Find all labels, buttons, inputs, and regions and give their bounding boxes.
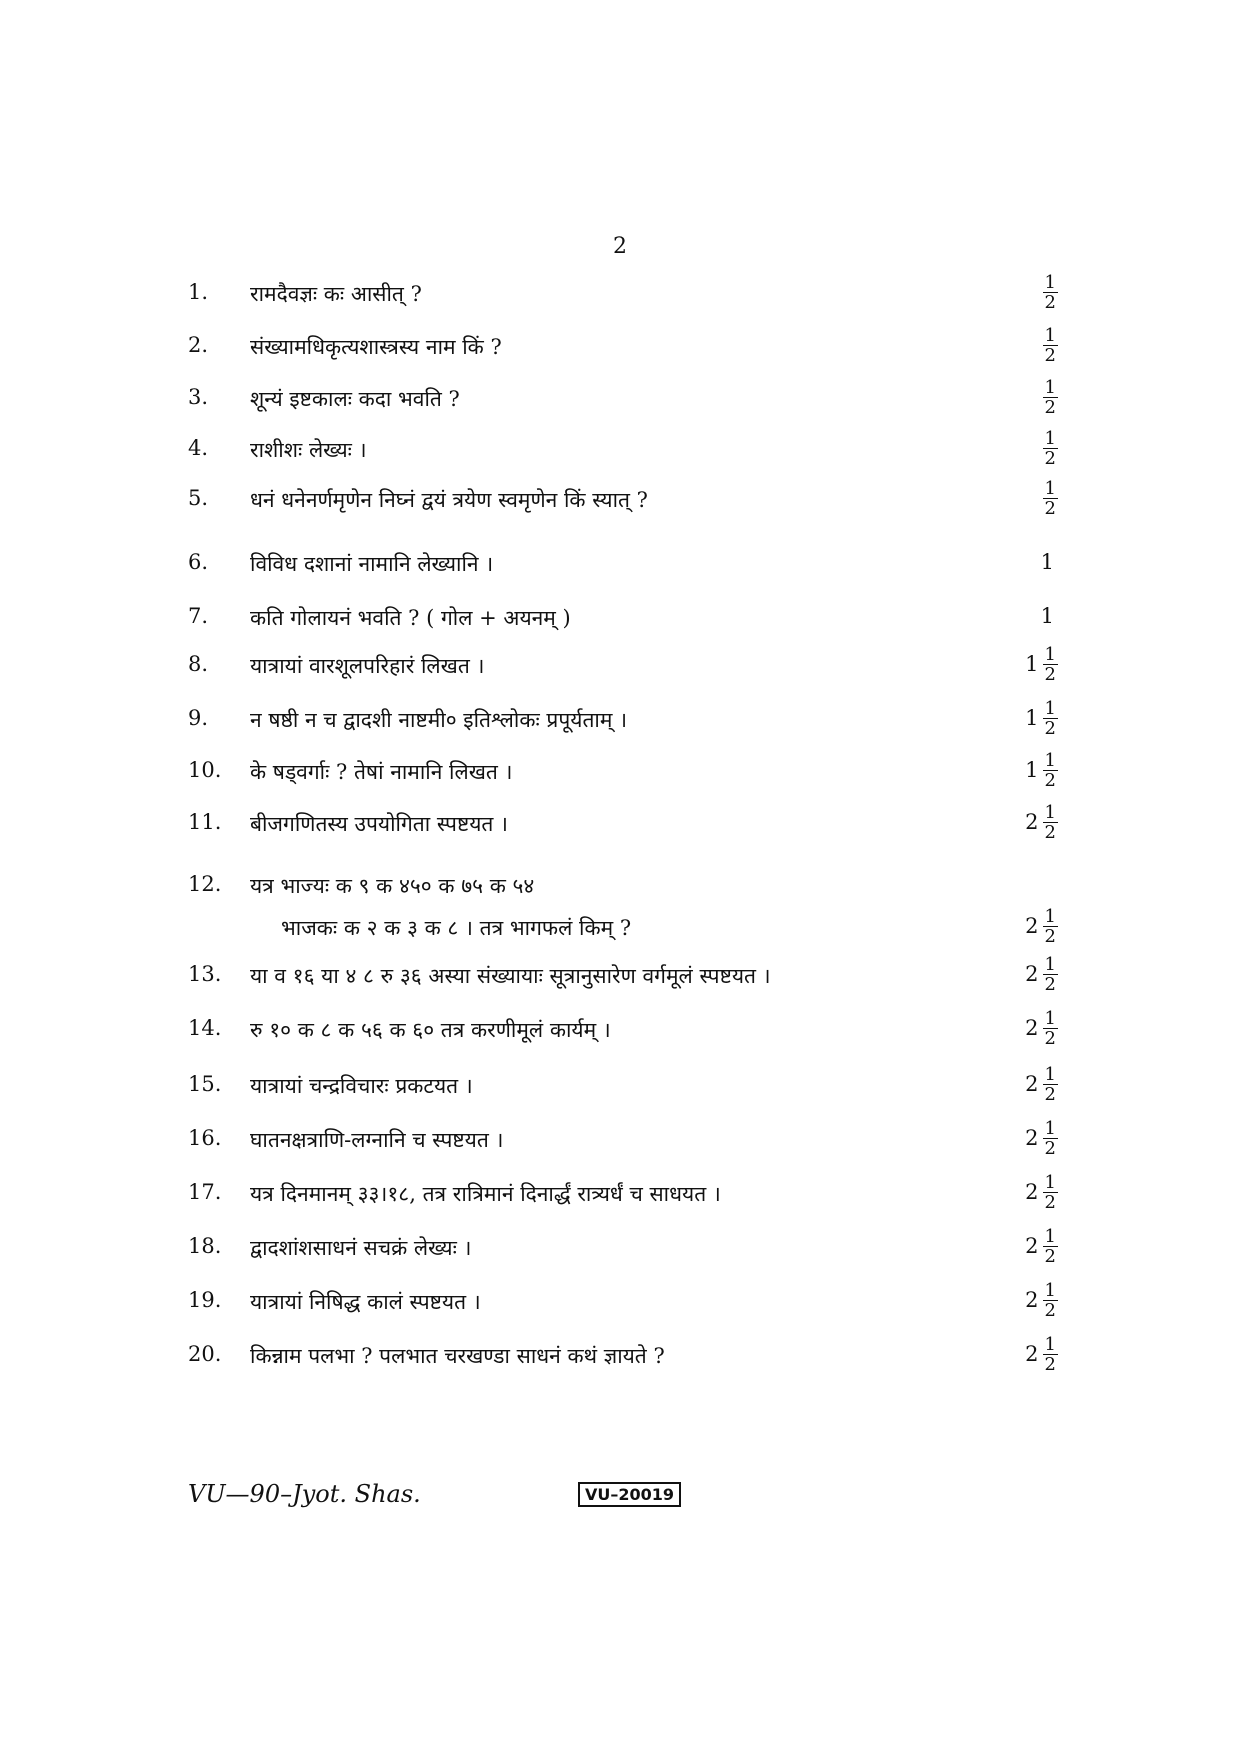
marks-whole: 1 [1040,604,1054,628]
marks-fraction [1043,699,1058,738]
fraction-denominator: 2 [1044,1027,1056,1049]
question-number: 1. [188,280,209,304]
marks-fraction [1043,1065,1058,1104]
question-item [188,800,1058,844]
question-number: 13. [188,962,222,986]
question-number: 18. [188,1234,222,1258]
question-text: शून्यं इष्टकालः कदा भवति ? [250,387,460,411]
question-marks [1025,1224,1058,1268]
question-text: द्वादशांशसाधनं सचक्रं लेख्यः । [250,1236,472,1260]
question-marks [1043,375,1058,419]
marks-fraction [1043,645,1058,684]
question-item [188,748,1058,792]
question-text: यात्रायां निषिद्ध कालं स्पष्टयत । [250,1290,481,1314]
question-number: 6. [188,550,209,574]
question-number: 17. [188,1180,222,1204]
question-text: किन्नाम पलभा ? पलभात चरखण्डा साधनं कथं ज्ञायते ? [250,1344,665,1368]
fraction-numerator: 1 [1044,1171,1056,1193]
fraction-denominator: 2 [1044,497,1056,519]
fraction-denominator: 2 [1044,1245,1056,1267]
marks-whole: 2 [1025,1180,1039,1204]
question-number: 3. [188,385,209,409]
question-number: 4. [188,436,209,460]
marks-whole: 2 [1025,810,1039,834]
fraction-numerator: 1 [1044,1333,1056,1355]
question-marks [1025,748,1058,792]
marks-fraction [1043,273,1058,312]
question-marks [1025,904,1058,948]
marks-fraction [1043,479,1058,518]
question-number: 9. [188,706,209,730]
question-marks [1025,696,1058,740]
question-item [188,426,1058,470]
marks-whole: 2 [1025,1072,1039,1096]
question-number: 11. [188,810,222,834]
question-item [188,1116,1058,1160]
question-text: राशीशः लेख्यः । [250,438,367,462]
fraction-numerator: 1 [1044,376,1056,398]
footer-boxed-code: VU–20019 [578,1482,681,1507]
question-text: रामदैवज्ञः कः आसीत् ? [250,282,422,306]
question-item [188,594,1058,638]
question-marks [1043,270,1058,314]
marks-fraction [1043,1173,1058,1212]
fraction-denominator: 2 [1044,769,1056,791]
question-item [188,476,1058,520]
question-item [188,1278,1058,1322]
question-number: 19. [188,1288,222,1312]
question-text: धनं धनेनर्णमृणेन निघ्नं द्वयं त्रयेण स्वमृणेन किं स्यात् ? [250,488,648,512]
question-item [188,323,1058,367]
fraction-denominator: 2 [1044,1083,1056,1105]
fraction-denominator: 2 [1044,717,1056,739]
question-marks [1025,800,1058,844]
marks-whole: 2 [1025,914,1039,938]
fraction-numerator: 1 [1044,1225,1056,1247]
question-text: बीजगणितस्य उपयोगिता स्पष्टयत । [250,812,508,836]
question-text: विविध दशानां नामानि लेख्यानि । [250,552,494,576]
question-item [188,1224,1058,1268]
question-marks [1025,1278,1058,1322]
question-item [188,270,1058,314]
fraction-numerator: 1 [1044,643,1056,665]
fraction-numerator: 1 [1044,1117,1056,1139]
question-item [188,1332,1058,1376]
question-item [188,540,1058,584]
question-item [188,1006,1058,1050]
question-text: घातनक्षत्राणि-लग्नानि च स्पष्टयत । [250,1128,504,1152]
fraction-denominator: 2 [1044,1299,1056,1321]
question-marks [1041,540,1058,584]
question-number: 2. [188,333,209,357]
marks-whole: 2 [1025,1016,1039,1040]
fraction-denominator: 2 [1044,396,1056,418]
question-item [188,1170,1058,1214]
fraction-numerator: 1 [1044,905,1056,927]
marks-fraction [1043,1281,1058,1320]
fraction-numerator: 1 [1044,749,1056,771]
marks-whole: 1 [1025,652,1039,676]
marks-fraction [1043,1009,1058,1048]
question-marks [1043,323,1058,367]
question-marks [1025,1116,1058,1160]
marks-fraction [1043,326,1058,365]
fraction-denominator: 2 [1044,447,1056,469]
question-number: 12. [188,872,222,896]
fraction-denominator: 2 [1044,1191,1056,1213]
question-number: 14. [188,1016,222,1040]
question-marks [1025,642,1058,686]
fraction-denominator: 2 [1044,1137,1056,1159]
marks-whole: 2 [1025,1288,1039,1312]
fraction-numerator: 1 [1044,1063,1056,1085]
marks-fraction [1043,378,1058,417]
question-text: यात्रायां चन्द्रविचारः प्रकटयत । [250,1074,473,1098]
question-item [188,952,1058,996]
fraction-denominator: 2 [1044,1353,1056,1375]
fraction-denominator: 2 [1044,925,1056,947]
question-marks [1043,426,1058,470]
fraction-numerator: 1 [1044,801,1056,823]
marks-whole: 1 [1025,758,1039,782]
question-marks [1043,476,1058,520]
question-item [188,862,1058,947]
fraction-numerator: 1 [1044,1279,1056,1301]
question-text-line2: भाजकः क २ क ३ क ८ । तत्र भागफलं किम् ? [281,916,632,940]
question-item [188,642,1058,686]
marks-whole: 2 [1025,962,1039,986]
question-text: यत्र भाज्यः क ९ क ४५० क ७५ क ५४ [250,874,535,898]
question-text: के षड्वर्गाः ? तेषां नामानि लिखत । [250,760,513,784]
question-number: 8. [188,652,209,676]
marks-fraction [1043,1119,1058,1158]
marks-fraction [1043,955,1058,994]
question-text: कति गोलायनं भवति ? ( गोल + अयनम् ) [250,606,571,630]
fraction-numerator: 1 [1044,1007,1056,1029]
marks-whole: 2 [1025,1126,1039,1150]
fraction-denominator: 2 [1044,973,1056,995]
question-number: 7. [188,604,209,628]
marks-whole: 2 [1025,1234,1039,1258]
question-item [188,696,1058,740]
marks-whole: 2 [1025,1342,1039,1366]
question-number: 10. [188,758,222,782]
question-text: यात्रायां वारशूलपरिहारं लिखत । [250,654,485,678]
question-number: 5. [188,486,209,510]
marks-whole: 1 [1025,706,1039,730]
marks-fraction [1043,429,1058,468]
fraction-numerator: 1 [1044,324,1056,346]
question-text: रु १० क ८ क ५६ क ६० तत्र करणीमूलं कार्यम् । [250,1018,611,1042]
marks-fraction [1043,751,1058,790]
marks-whole: 1 [1040,550,1054,574]
question-marks [1025,1332,1058,1376]
question-text: संख्यामधिकृत्यशास्त्रस्य नाम किं ? [250,335,502,359]
fraction-numerator: 1 [1044,427,1056,449]
page-number: 2 [613,234,627,259]
question-marks [1025,1062,1058,1106]
question-text: न षष्ठी न च द्वादशी नाष्टमी० इतिश्लोकः प्रपूर्यताम् । [250,708,628,732]
fraction-numerator: 1 [1044,953,1056,975]
fraction-numerator: 1 [1044,271,1056,293]
footer-paper-code: VU—90–Jyot. Shas. [188,1480,421,1508]
question-number: 20. [188,1342,222,1366]
fraction-numerator: 1 [1044,477,1056,499]
question-item [188,375,1058,419]
question-marks [1025,1170,1058,1214]
marks-fraction [1043,1335,1058,1374]
fraction-denominator: 2 [1044,291,1056,313]
marks-fraction [1043,803,1058,842]
marks-fraction [1043,1227,1058,1266]
fraction-denominator: 2 [1044,821,1056,843]
question-text: या व १६ या ४ ८ रु ३६ अस्या संख्यायाः सूत्रानुसारेण वर्गमूलं स्पष्टयत । [250,964,771,988]
question-text: यत्र दिनमानम् ३३।१८, तत्र रात्रिमानं दिनार्द्धं रात्र्यर्धं च साधयत । [250,1182,721,1206]
question-item [188,1062,1058,1106]
fraction-denominator: 2 [1044,344,1056,366]
question-number: 16. [188,1126,222,1150]
marks-fraction [1043,907,1058,946]
question-marks [1025,1006,1058,1050]
fraction-denominator: 2 [1044,663,1056,685]
fraction-numerator: 1 [1044,697,1056,719]
question-marks [1041,594,1058,638]
question-number: 15. [188,1072,222,1096]
question-marks [1025,952,1058,996]
